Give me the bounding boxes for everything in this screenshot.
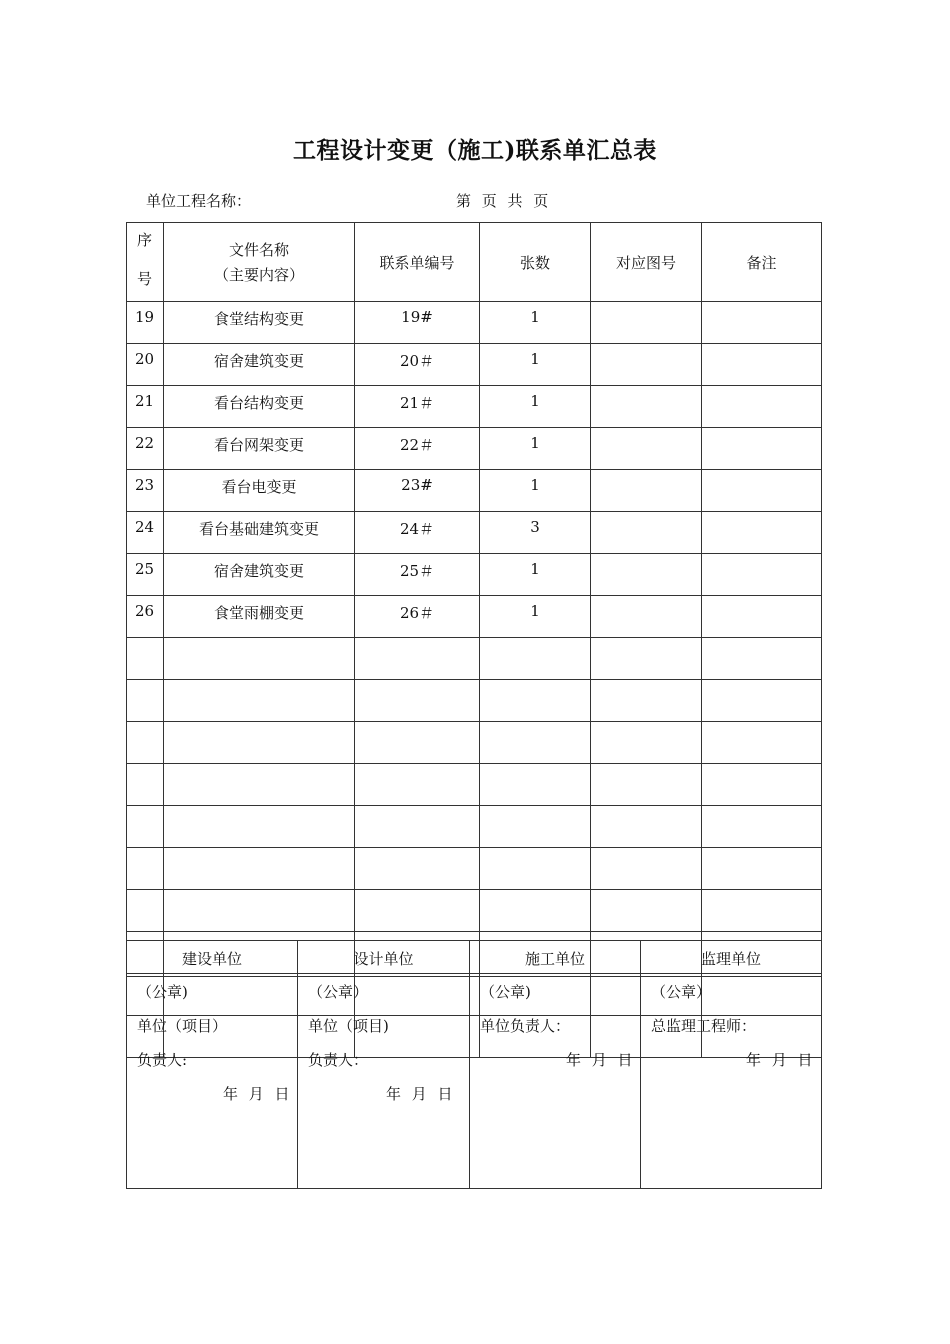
cell-remark (702, 428, 822, 470)
owner-seal: （公章) (137, 983, 188, 1001)
cell-remark (702, 764, 822, 806)
cell-seq: 26 (127, 596, 164, 638)
page-title: 工程设计变更（施工)联系单汇总表 (293, 137, 657, 164)
cell-remark (702, 638, 822, 680)
cell-drawing-no (591, 470, 702, 512)
header-seq-line2: 号 (137, 270, 153, 288)
owner-unit: 单位（项目） (137, 1017, 228, 1035)
cell-sheets: 1 (480, 428, 591, 470)
sig-cell-contractor (470, 977, 641, 1189)
cell-seq (127, 890, 164, 932)
cell-doc-name: 食堂结构变更 (164, 302, 355, 344)
table-row (127, 890, 822, 932)
cell-contact-no (355, 890, 480, 932)
cell-doc-name: 宿舍建筑变更 (164, 344, 355, 386)
cell-contact-no (355, 806, 480, 848)
cell-doc-name: 看台电变更 (164, 470, 355, 512)
cell-seq: 24 (127, 512, 164, 554)
cell-remark (702, 848, 822, 890)
header-remarks: 备注 (702, 223, 822, 302)
cell-contact-no: 21＃ (355, 386, 480, 428)
cell-drawing-no (591, 722, 702, 764)
cell-doc-name (164, 764, 355, 806)
cell-drawing-no (591, 764, 702, 806)
cell-remark (702, 512, 822, 554)
cell-seq (127, 638, 164, 680)
header-sheets: 张数 (480, 223, 591, 302)
cell-drawing-no (591, 512, 702, 554)
header-seq (127, 223, 164, 302)
summary-table (126, 222, 822, 1058)
cell-sheets: 3 (480, 512, 591, 554)
table-row (127, 806, 822, 848)
cell-sheets (480, 848, 591, 890)
sig-cell-owner (127, 977, 298, 1189)
table-header (127, 223, 822, 302)
header-doc-name-line2: （主要内容） (213, 266, 304, 284)
cell-remark (702, 890, 822, 932)
cell-contact-no (355, 764, 480, 806)
cell-seq: 23 (127, 470, 164, 512)
table-row (127, 470, 822, 512)
table-row (127, 722, 822, 764)
cell-remark (702, 806, 822, 848)
table-row (127, 302, 822, 344)
cell-contact-no (355, 638, 480, 680)
cell-seq (127, 806, 164, 848)
cell-doc-name (164, 890, 355, 932)
supervisor-person: 总监理工程师： (651, 1017, 757, 1035)
cell-contact-no (355, 848, 480, 890)
design-seal: （公章） (308, 983, 369, 1001)
cell-seq: 19 (127, 302, 164, 344)
cell-contact-no: 26＃ (355, 596, 480, 638)
cell-drawing-no (591, 428, 702, 470)
cell-doc-name: 宿舍建筑变更 (164, 554, 355, 596)
cell-remark (702, 554, 822, 596)
owner-date: 年 月 日 (223, 1085, 290, 1103)
header-doc-name (164, 223, 355, 302)
page-info: 第 页 共 页 (456, 192, 549, 210)
cell-contact-no: 19# (355, 302, 480, 344)
cell-drawing-no (591, 806, 702, 848)
cell-doc-name: 食堂雨棚变更 (164, 596, 355, 638)
cell-seq (127, 848, 164, 890)
cell-remark (702, 386, 822, 428)
cell-contact-no: 22＃ (355, 428, 480, 470)
cell-remark (702, 722, 822, 764)
header-seq-line1: 序 (137, 231, 153, 249)
contractor-seal: （公章) (480, 983, 531, 1001)
cell-remark (702, 680, 822, 722)
header-drawing-no: 对应图号 (591, 223, 702, 302)
header-contact-no: 联系单编号 (355, 223, 480, 302)
cell-contact-no: 25＃ (355, 554, 480, 596)
supervisor-date: 年 月 日 (746, 1051, 813, 1069)
cell-sheets: 1 (480, 302, 591, 344)
cell-sheets: 1 (480, 596, 591, 638)
table-row (127, 764, 822, 806)
cell-contact-no (355, 680, 480, 722)
cell-drawing-no (591, 302, 702, 344)
cell-sheets (480, 890, 591, 932)
cell-sheets (480, 806, 591, 848)
design-date: 年 月 日 (386, 1085, 453, 1103)
cell-contact-no (355, 722, 480, 764)
cell-drawing-no (591, 848, 702, 890)
cell-drawing-no (591, 890, 702, 932)
owner-person: 负责人: (137, 1051, 188, 1069)
cell-doc-name: 看台结构变更 (164, 386, 355, 428)
cell-seq: 25 (127, 554, 164, 596)
contractor-date: 年 月 日 (566, 1051, 633, 1069)
cell-drawing-no (591, 680, 702, 722)
cell-doc-name (164, 806, 355, 848)
cell-doc-name (164, 722, 355, 764)
table-row (127, 638, 822, 680)
cell-drawing-no (591, 386, 702, 428)
cell-sheets (480, 764, 591, 806)
table-row (127, 386, 822, 428)
sig-header-owner: 建设单位 (127, 941, 298, 977)
sig-cell-supervisor (641, 977, 822, 1189)
cell-contact-no: 23# (355, 470, 480, 512)
sig-header-design: 设计单位 (298, 941, 470, 977)
table-row (127, 512, 822, 554)
cell-sheets: 1 (480, 554, 591, 596)
cell-remark (702, 302, 822, 344)
cell-doc-name: 看台基础建筑变更 (164, 512, 355, 554)
cell-contact-no: 24＃ (355, 512, 480, 554)
cell-sheets: 1 (480, 344, 591, 386)
table-row (127, 344, 822, 386)
supervisor-seal: （公章） (651, 983, 712, 1001)
table-row (127, 848, 822, 890)
cell-drawing-no (591, 596, 702, 638)
sig-header-contractor: 施工单位 (470, 941, 641, 977)
project-name-label: 单位工程名称： (146, 192, 252, 210)
cell-seq (127, 764, 164, 806)
header-doc-name-line1: 文件名称 (228, 241, 289, 259)
cell-contact-no: 20＃ (355, 344, 480, 386)
design-unit: 单位（项目) (308, 1017, 389, 1035)
cell-sheets: 1 (480, 386, 591, 428)
cell-sheets: 1 (480, 470, 591, 512)
sig-cell-design (298, 977, 470, 1189)
cell-doc-name (164, 848, 355, 890)
cell-sheets (480, 680, 591, 722)
cell-sheets (480, 638, 591, 680)
cell-seq: 22 (127, 428, 164, 470)
cell-doc-name (164, 680, 355, 722)
contractor-person: 单位负责人： (480, 1017, 571, 1035)
cell-remark (702, 596, 822, 638)
cell-drawing-no (591, 638, 702, 680)
cell-doc-name (164, 638, 355, 680)
cell-drawing-no (591, 344, 702, 386)
table-row (127, 554, 822, 596)
table-row (127, 428, 822, 470)
cell-seq: 21 (127, 386, 164, 428)
cell-sheets (480, 722, 591, 764)
table-row (127, 680, 822, 722)
cell-doc-name: 看台网架变更 (164, 428, 355, 470)
table-row (127, 596, 822, 638)
cell-seq: 20 (127, 344, 164, 386)
cell-remark (702, 344, 822, 386)
signature-table (126, 940, 822, 1189)
cell-drawing-no (591, 554, 702, 596)
sig-header-supervisor: 监理单位 (641, 941, 822, 977)
cell-seq (127, 722, 164, 764)
design-person: 负责人： (308, 1051, 369, 1069)
cell-seq (127, 680, 164, 722)
cell-remark (702, 470, 822, 512)
